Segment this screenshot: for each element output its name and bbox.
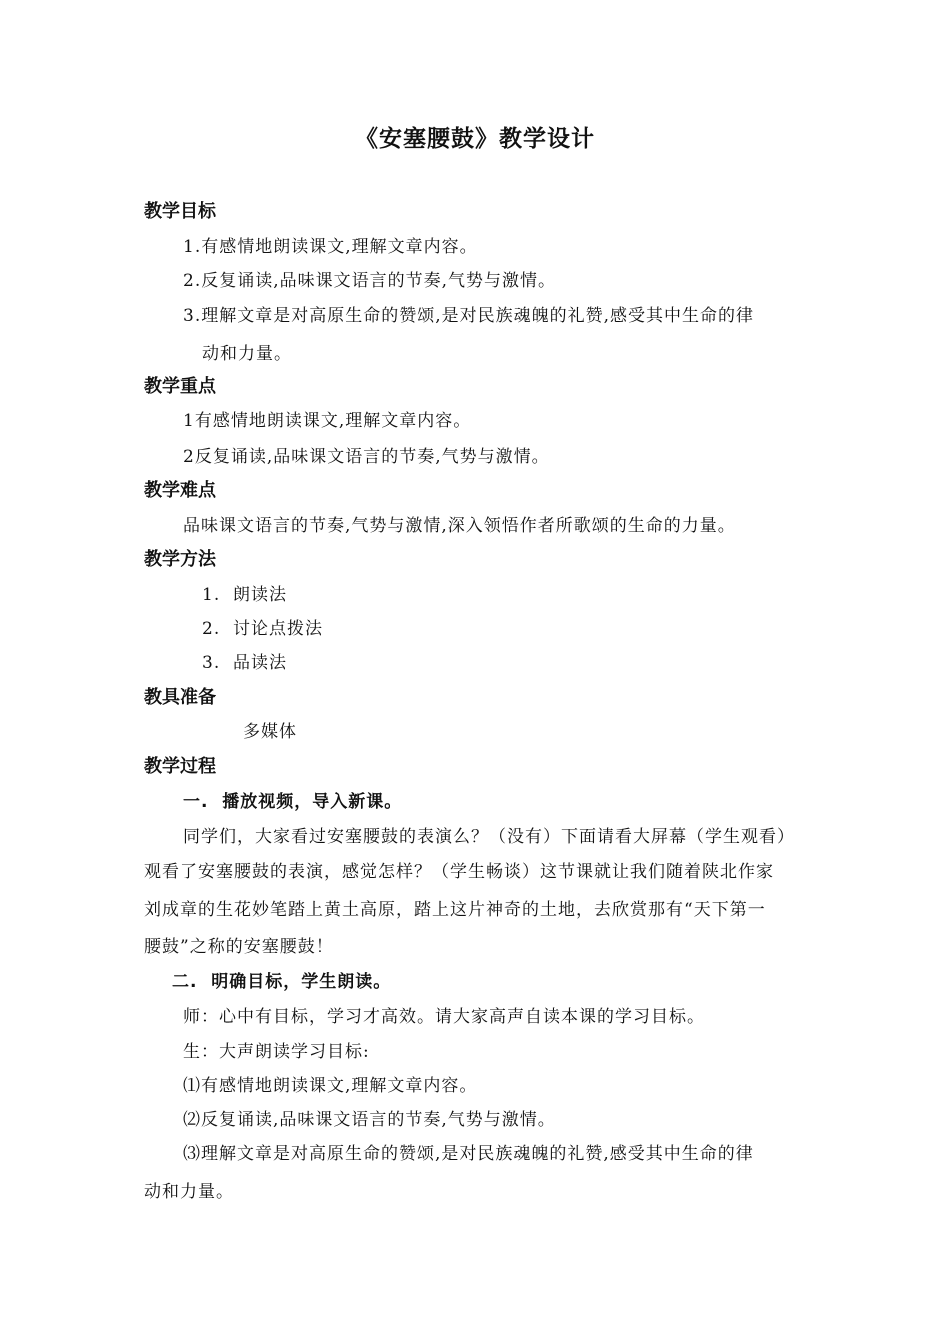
goal-item-2: 2.反复诵读,品味课文语言的节奏,气势与激情。 [183,271,557,291]
key-point-item-2: 2反复诵读,品味课文语言的节奏,气势与激情。 [183,447,550,467]
process-step-1-title: 一. 播放视频，导入新课。 [183,792,403,812]
section-heading-goals: 教学目标 [144,201,216,222]
step-1-line-2: 观看了安塞腰鼓的表演，感觉怎样？（学生畅谈）这节课就让我们随着陕北作家 [144,862,774,882]
goal-item-3: 3.理解文章是对高原生命的赞颂,是对民族魂魄的礼赞,感受其中生命的律 [183,306,755,326]
method-item-3: 3. 品读法 [202,653,288,673]
step-1-line-3: 刘成章的生花妙笔踏上黄土高原，踏上这片神奇的土地，去欣赏那有“天下第一 [144,900,766,920]
process-step-2-title: 二. 明确目标，学生朗读。 [172,972,392,992]
step-2-student-line: 生：大声朗读学习目标: [183,1042,370,1062]
step-2-goal-item-3-cont: 动和力量。 [144,1182,234,1202]
method-item-2: 2. 讨论点拨法 [202,619,324,639]
step-1-line-1: 同学们，大家看过安塞腰鼓的表演么？（没有）下面请看大屏幕（学生观看） [183,827,795,847]
step-2-teacher-line: 师：心中有目标，学习才高效。请大家高声自读本课的学习目标。 [183,1007,705,1027]
section-heading-key-points: 教学重点 [144,376,216,397]
section-heading-process: 教学过程 [144,756,216,777]
difficulty-text: 品味课文语言的节奏,气势与激情,深入领悟作者所歌颂的生命的力量。 [183,516,736,536]
tools-text: 多媒体 [243,722,297,742]
section-heading-tools: 教具准备 [144,687,216,708]
key-point-item-1: 1有感情地朗读课文,理解文章内容。 [183,411,472,431]
step-1-line-4: 腰鼓”之称的安塞腰鼓！ [144,937,334,957]
step-2-goal-item-2: ⑵反复诵读,品味课文语言的节奏,气势与激情。 [183,1110,556,1130]
section-heading-methods: 教学方法 [144,549,216,570]
document-title: 《安塞腰鼓》教学设计 [355,126,595,152]
step-2-goal-item-3: ⑶理解文章是对高原生命的赞颂,是对民族魂魄的礼赞,感受其中生命的律 [183,1144,754,1164]
goal-item-1: 1.有感情地朗读课文,理解文章内容。 [183,237,478,257]
step-2-goal-item-1: ⑴有感情地朗读课文,理解文章内容。 [183,1076,478,1096]
goal-item-3-cont: 动和力量。 [202,344,292,364]
method-item-1: 1. 朗读法 [202,585,288,605]
section-heading-difficulty: 教学难点 [144,480,216,501]
